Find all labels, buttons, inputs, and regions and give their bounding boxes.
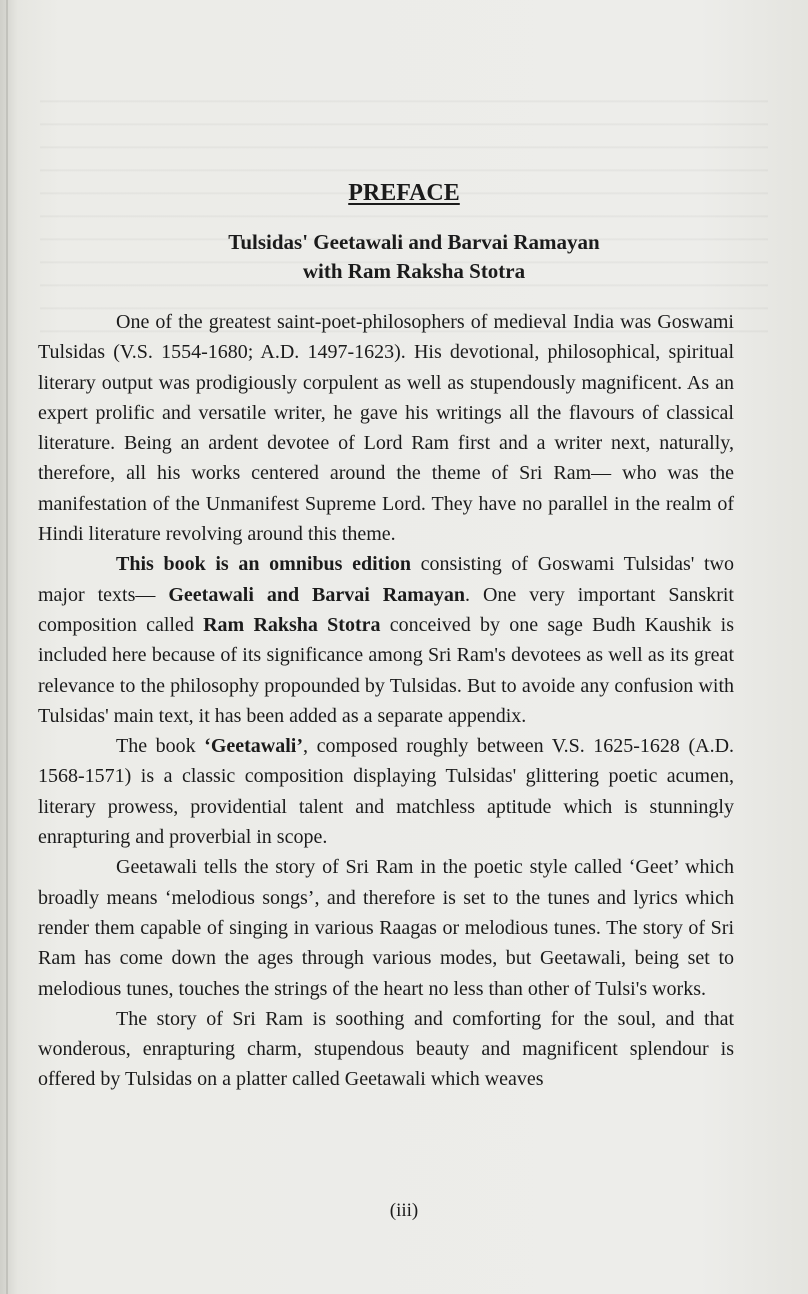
paragraph-5: The story of Sri Ram is soothing and comforting for the soul, and that wonderous, enrapturing charm, stupendous beauty and magnificent splendour is offered by Tulsidas on a platter called Geetawali which weaves [38,1007,734,1091]
preface-body [38,307,734,1095]
book-subtitle [100,228,728,286]
bold-texts: Geetawali and Barvai Ramayan [168,583,465,606]
subtitle-line-2: with Ram Raksha Stotra [302,259,526,283]
bold-geetawali: ‘Geetawali’ [204,735,304,758]
bold-omnibus: This book is an omnibus edition [116,553,412,576]
paragraph-4: Geetawali tells the story of Sri Ram in the poetic style called ‘Geet’ which broadly means ‘melodious songs’, and therefore is set to the tunes and lyrics which render them capable of singing in various Raagas or melodious tunes. The story of Sri Ram has come down the ages through various modes, but Geetawali, being set to melodious tunes, touches the strings of the heart no less than other of Tulsi's works. [38,856,734,1000]
preface-title: PREFACE [348,180,460,206]
bold-stotra: Ram Raksha Stotra [203,613,381,636]
paragraph-2-text-3: conceived by one sage Budh Kaushik is included here because of its significance among Sri Ram's devotees as well as its great relevance to the philosophy propounded by Tulsidas. But to avoide any confusion with Tulsidas' main text, it has been added as a separate appendix. [38,613,734,727]
page-number: (iii) [389,1200,419,1221]
paragraph-3 [38,731,734,852]
show-through-text [40,80,768,340]
paragraph-2-text-1: consisting of Goswami Tulsidas' two major texts— [38,553,734,606]
page-heading [0,180,808,207]
paragraph-3-text-1: The book [116,735,205,758]
paragraph-2 [38,549,734,731]
paragraph-3-text-2: , composed roughly between V.S. 1625-1628 (A.D. 1568-1571) is a classic composition displaying Tulsidas' glittering poetic acumen, literary prowess, providential talent and matchless aptitude which is stunningly enrapturing and proverbial in scope. [38,735,735,849]
subtitle-line-1: Tulsidas' Geetawali and Barvai Ramayan [228,230,600,254]
paragraph-1: One of the greatest saint-poet-philosophers of medieval India was Goswami Tulsidas (V.S. 1554-1680; A.D. 1497-1623). His devotional, philosophical, spiritual literary output was prodigiously corpulent as well as stupendously magnificent. As an expert prolific and versatile writer, he gave his writings all the flavours of classical literature. Being an ardent devotee of Lord Ram first and a writer next, naturally, therefore, all his works centered around the theme of Sri Ram— who was the manifestation of the Unmanifest Supreme Lord. They have no parallel in the realm of Hindi literature revolving around this theme. [38,311,734,546]
paragraph-2-text-2: . One very important Sanskrit composition called [38,583,734,636]
